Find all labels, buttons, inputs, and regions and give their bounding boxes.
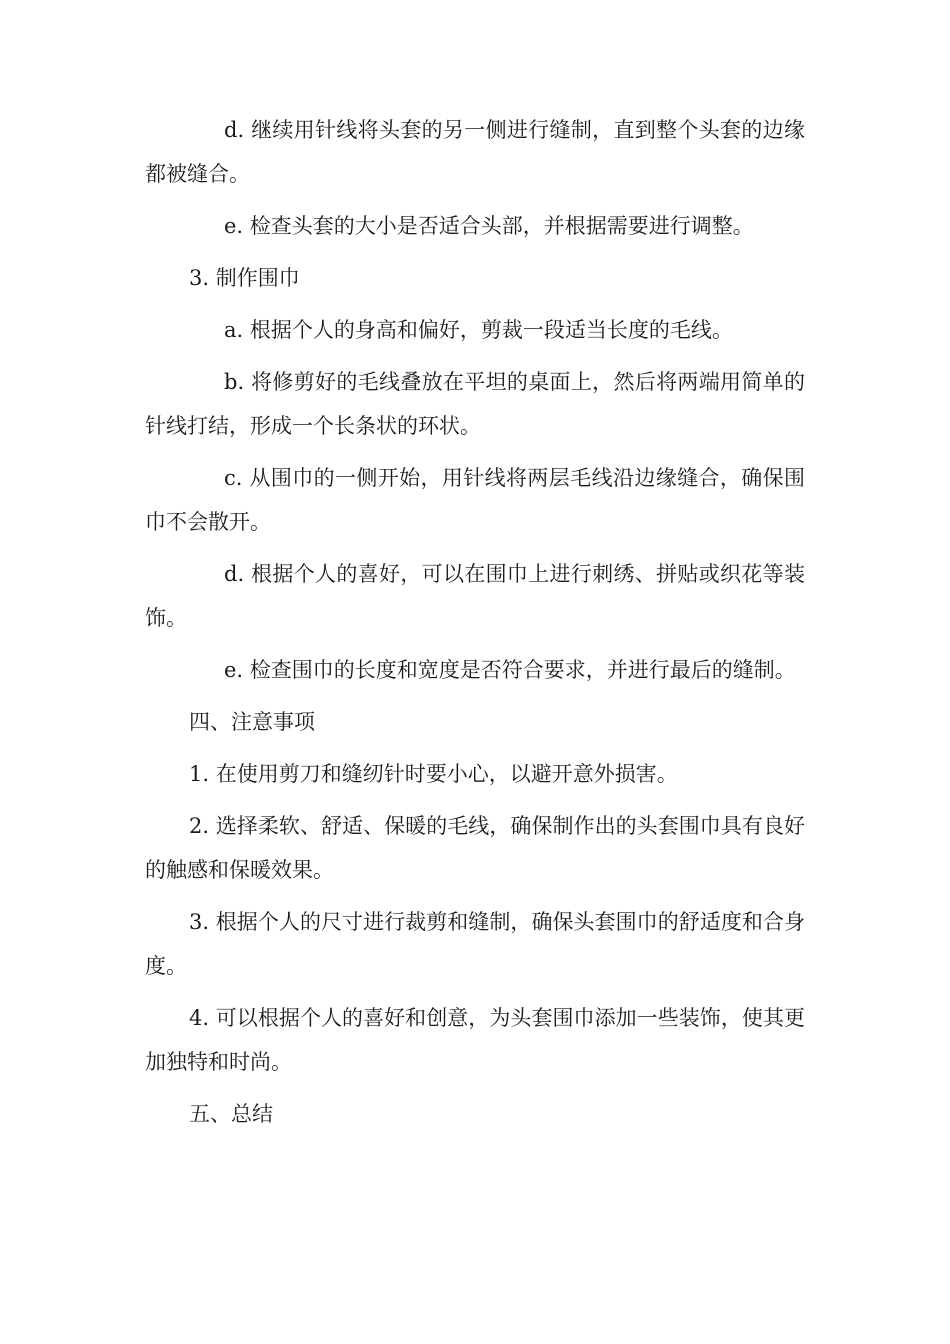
paragraph-head-cover-step-d: d. 继续用针线将头套的另一侧进行缝制，直到整个头套的边缘都被缝合。 <box>145 118 805 186</box>
paragraph-scarf-step-a: a. 根据个人的身高和偏好，剪裁一段适当长度的毛线。 <box>224 318 733 342</box>
paragraph-note-1: 1. 在使用剪刀和缝纫针时要小心，以避开意外损害。 <box>189 762 678 786</box>
section-heading-summary: 五、总结 <box>189 1102 273 1126</box>
paragraph-scarf-step-c: c. 从围巾的一侧开始，用针线将两层毛线沿边缘缝合，确保围巾不会散开。 <box>145 466 805 534</box>
paragraph-scarf-step-d: d. 根据个人的喜好，可以在围巾上进行刺绣、拼贴或织花等装饰。 <box>145 562 805 630</box>
paragraph-head-cover-step-e: e. 检查头套的大小是否适合头部，并根据需要进行调整。 <box>224 214 754 238</box>
paragraph-scarf-step-e: e. 检查围巾的长度和宽度是否符合要求，并进行最后的缝制。 <box>224 658 796 682</box>
paragraph-scarf-step-b: b. 将修剪好的毛线叠放在平坦的桌面上，然后将两端用简单的针线打结，形成一个长条状的环状。 <box>145 370 805 438</box>
section-heading-make-scarf: 3. 制作围巾 <box>189 266 300 290</box>
paragraph-note-4: 4. 可以根据个人的喜好和创意，为头套围巾添加一些装饰，使其更加独特和时尚。 <box>145 1006 805 1074</box>
document-body <box>145 108 805 1144</box>
section-heading-notes: 四、注意事项 <box>189 710 315 734</box>
paragraph-note-2: 2. 选择柔软、舒适、保暖的毛线，确保制作出的头套围巾具有良好的触感和保暖效果。 <box>145 814 805 882</box>
paragraph-note-3: 3. 根据个人的尺寸进行裁剪和缝制，确保头套围巾的舒适度和合身度。 <box>145 910 805 978</box>
